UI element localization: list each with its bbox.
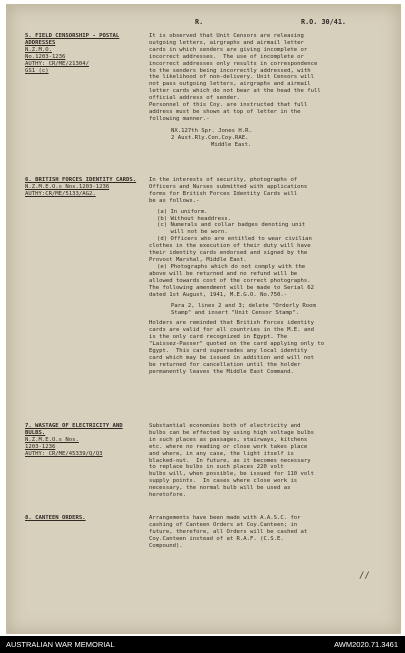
section-6-para: Stamp" and insert "Unit Censor Stamp". <box>171 310 299 317</box>
section-6-tail: Holders are reminded that British Forces identity <box>149 320 315 327</box>
section-7-line: blacked-out. In future, as it becomes necessary <box>149 457 311 464</box>
section-6-tail: be returned for cancellation until the holder <box>149 361 301 368</box>
section-6-item: The following amendment will be made to Serial 62 <box>149 284 315 291</box>
section-8-left <box>25 515 143 522</box>
section-8-body <box>149 515 391 550</box>
section-6-item: (b) Without headdress. <box>157 215 232 222</box>
section-5-line: the likelihood of non-delivery. Unit Censors will <box>149 74 315 81</box>
section-6-ref: AUTHY:CR/ME/5133/AG2. <box>25 190 96 197</box>
section-7-ref: 1203-1236 <box>25 443 56 450</box>
section-5-line: following manner.- <box>149 115 210 122</box>
section-6-item: clothes in the execution of their duty will have <box>149 243 311 250</box>
section-6-line: be as follows.- <box>149 197 200 204</box>
section-6-item: their identity cards endorsed and signed by the <box>149 250 308 257</box>
footer-institution: AUSTRALIAN WAR MEMORIAL <box>6 640 115 649</box>
section-7-line: heretofore. <box>149 492 187 499</box>
section-7-left <box>25 423 143 458</box>
section-6-tail: Egypt. This card supersedes any local identity <box>149 347 308 354</box>
section-5-example-line: 2 Aust.Rly.Con.Coy.RAE. <box>171 134 249 141</box>
section-7-line: necessary, the normal bulb will be used as <box>149 485 291 492</box>
section-8-title: 8. CANTEEN ORDERS. <box>25 515 86 521</box>
section-5-line: Personnel of this Coy. are instructed that full <box>149 102 308 109</box>
section-7-line: bulbs will, when possible, be issued for 110 volt <box>149 471 315 478</box>
section-6-line: Officers and Nurses submitted with applications <box>149 183 308 190</box>
section-5-ref: GS1 (c) <box>25 67 49 74</box>
footer-accession-number: AWM2020.71.3461 <box>334 640 398 649</box>
section-5-line: incorrect addresses only results in correspondence <box>149 60 318 67</box>
section-5-body <box>149 33 391 149</box>
section-6-body <box>149 177 391 375</box>
section-7-line: bulbs can be effected by using high voltage bulbs <box>149 429 315 436</box>
section-6-tail: cards are valid for all countries in the M.E. and <box>149 327 315 334</box>
section-6-item: above will be returned and no refund will be <box>149 270 298 277</box>
section-8-line: Arrangements have been made with A.A.S.C. for <box>149 515 301 521</box>
section-5-line: to the senders being incorrectly addressed, with <box>149 67 311 74</box>
section-6-item: (a) In uniform. <box>157 208 208 215</box>
section-6-item: (c) Numerals and collar badges denoting unit <box>157 222 306 229</box>
section-8-line: Compound). <box>149 542 183 549</box>
section-5-line: not pass outgoing letters, airgraphs and airmail <box>149 81 311 88</box>
section-6-left <box>25 177 143 198</box>
section-5-title: 5. FIELD CENSORSHIP - POSTAL ADDRESSES <box>25 33 120 46</box>
section-5-line: letter cards which do not bear at the head the full <box>149 88 321 95</box>
section-5-example-line: NX.127th Spr. Jones H.R. <box>171 127 252 134</box>
section-6-tail: "Laissez-Passer" quoted on the card applying only to <box>149 340 325 347</box>
document-page <box>6 4 401 634</box>
section-6-para: Para 2, lines 2 and 3; delete "Orderly Room <box>171 303 316 310</box>
section-6-item: (e) Photographs which do not comply with the <box>157 263 306 270</box>
section-7-title: 7. WASTAGE OF ELECTRICITY AND BULBS. <box>25 423 123 436</box>
page-mark: // <box>359 571 370 581</box>
section-5-ref: N.Z.M.O. <box>25 46 52 53</box>
section-5-ref: AUTHY: CR/ME/21304/ <box>25 60 89 67</box>
archive-footer <box>0 636 405 653</box>
section-6-line: In the interests of security, photographs of <box>149 177 298 183</box>
section-7-line: to replace bulbs in such places 220 volt <box>149 464 284 471</box>
section-5-line: incorrect addresses. The use of incomplete or <box>149 53 304 60</box>
section-5-left <box>25 33 143 74</box>
section-7-line: Substantial economies both of electricity and <box>149 423 301 429</box>
header-date: R.O. 30/41. <box>301 18 347 26</box>
section-7-line: in such places as passages, stairways, kitchens <box>149 436 308 443</box>
section-6-line: forms for British Forces Identity Cards will <box>149 190 298 197</box>
section-5-line: outgoing letters, airgraphs and airmail letter <box>149 39 304 46</box>
header-r-mark: R. <box>195 18 204 26</box>
section-8-line: cashing of Canteen Orders at Coy.Canteen; in <box>149 521 298 528</box>
section-7-line: and where, in any case, the light itself is <box>149 450 294 457</box>
section-7-ref: N.Z.M.E.O.s Nos. <box>25 436 79 443</box>
section-5-line: official address of sender. <box>149 95 240 102</box>
section-6-title: 6. BRITISH FORCES IDENTITY CARDS. <box>25 177 137 183</box>
section-5-line: address must be shown at top of letter in the <box>149 108 301 115</box>
section-7-line: supply points. In cases where close work is <box>149 478 298 485</box>
section-5-ref: No.1203-1236 <box>25 53 66 60</box>
section-8-line: Coy.Canteen instead of at R.A.F. (C.S.E. <box>149 535 284 542</box>
section-6-item: (d) Officers who are entitled to wear civilian <box>157 236 312 243</box>
section-6-tail: is the only card recognized in Egypt. The <box>149 334 288 341</box>
section-6-tail: permanently leaves the Middle East Command. <box>149 368 294 375</box>
section-6-item: dated 1st August, 1941, M.E.G.O. No.750.- <box>149 291 288 298</box>
section-7-body <box>149 423 391 499</box>
section-6-tail: card which may be issued in addition and will not <box>149 354 315 361</box>
section-5-line: It is observed that Unit Censors are releasing <box>149 33 304 39</box>
section-5-line: cards in which senders are giving incomplete or <box>149 46 308 53</box>
section-6-item: allowed towards cost of the correct photographs. <box>149 277 311 284</box>
section-5-example-line: Middle East. <box>211 141 252 148</box>
section-6-item: Provost Marshal, Middle East. <box>149 256 247 263</box>
section-7-ref: AUTHY: CR/ME/45339/Q/Q3 <box>25 450 103 457</box>
section-7-line: etc. where no reading or close work takes place <box>149 443 308 450</box>
section-6-item: will not be worn. <box>157 229 228 236</box>
section-8-line: future, therefore, all Orders will be cashed at <box>149 528 308 535</box>
section-6-ref: N.Z.M.E.O.s Nos.1203-1236 <box>25 183 110 190</box>
